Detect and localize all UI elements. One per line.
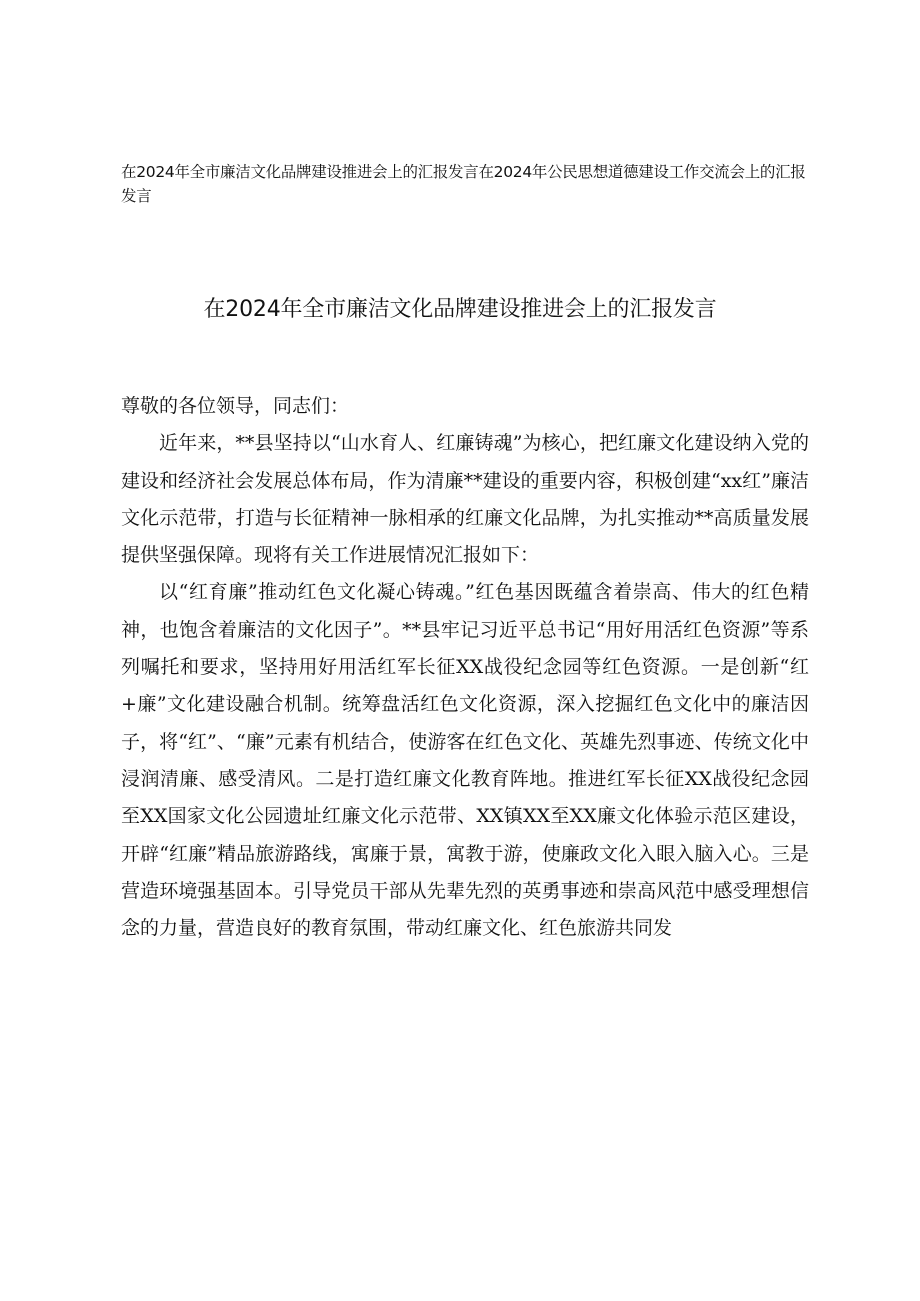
salutation: 尊敬的各位领导，同志们：	[121, 395, 350, 417]
document-header: 在2024年全市廉洁文化品牌建设推进会上的汇报发言在2024年公民思想道德建设工作交流会上的汇报发言	[121, 163, 806, 205]
document-body	[121, 388, 809, 947]
document-title: 在2024年全市廉洁文化品牌建设推进会上的汇报发言	[203, 297, 717, 322]
paragraph: 近年来，**县坚持以“山水育人、红廉铸魂”为核心，把红廉文化建设纳入党的建设和经济社会发展总体布局，作为清廉**建设的重要内容，积极创建“xx红”廉洁文化示范带，打造与长征精神一脉相承的红廉文化品牌，为扎实推动**高质量发展提供坚强保障。现将有关工作进展情况汇报如下：	[121, 432, 809, 567]
paragraph: 以“红育廉”推动红色文化凝心铸魂。”红色基因既蕴含着崇高、伟大的红色精神，也饱含着廉洁的文化因子”。**县牢记习近平总书记“用好用活红色资源”等系列嘱托和要求，坚持用好用活红军长征XX战役纪念园等红色资源。一是创新“红+廉”文化建设融合机制。统筹盘活红色文化资源，深入挖掘红色文化中的廉洁因子，将“红”、“廉”元素有机结合，使游客在红色文化、英雄先烈事迹、传统文化中浸润清廉、感受清风。二是打造红廉文化教育阵地。推进红军长征XX战役纪念园至XX国家文化公园遗址红廉文化示范带、XX镇XX至XX廉文化体验示范区建设，开辟“红廉”精品旅游路线，寓廉于景，寓教于游，使廉政文化入眼入脑入心。三是营造环境强基固本。引导党员干部从先辈先烈的英勇事迹和崇高风范中感受理想信念的力量，营造良好的教育氛围，带动红廉文化、红色旅游共同发	[121, 581, 809, 940]
